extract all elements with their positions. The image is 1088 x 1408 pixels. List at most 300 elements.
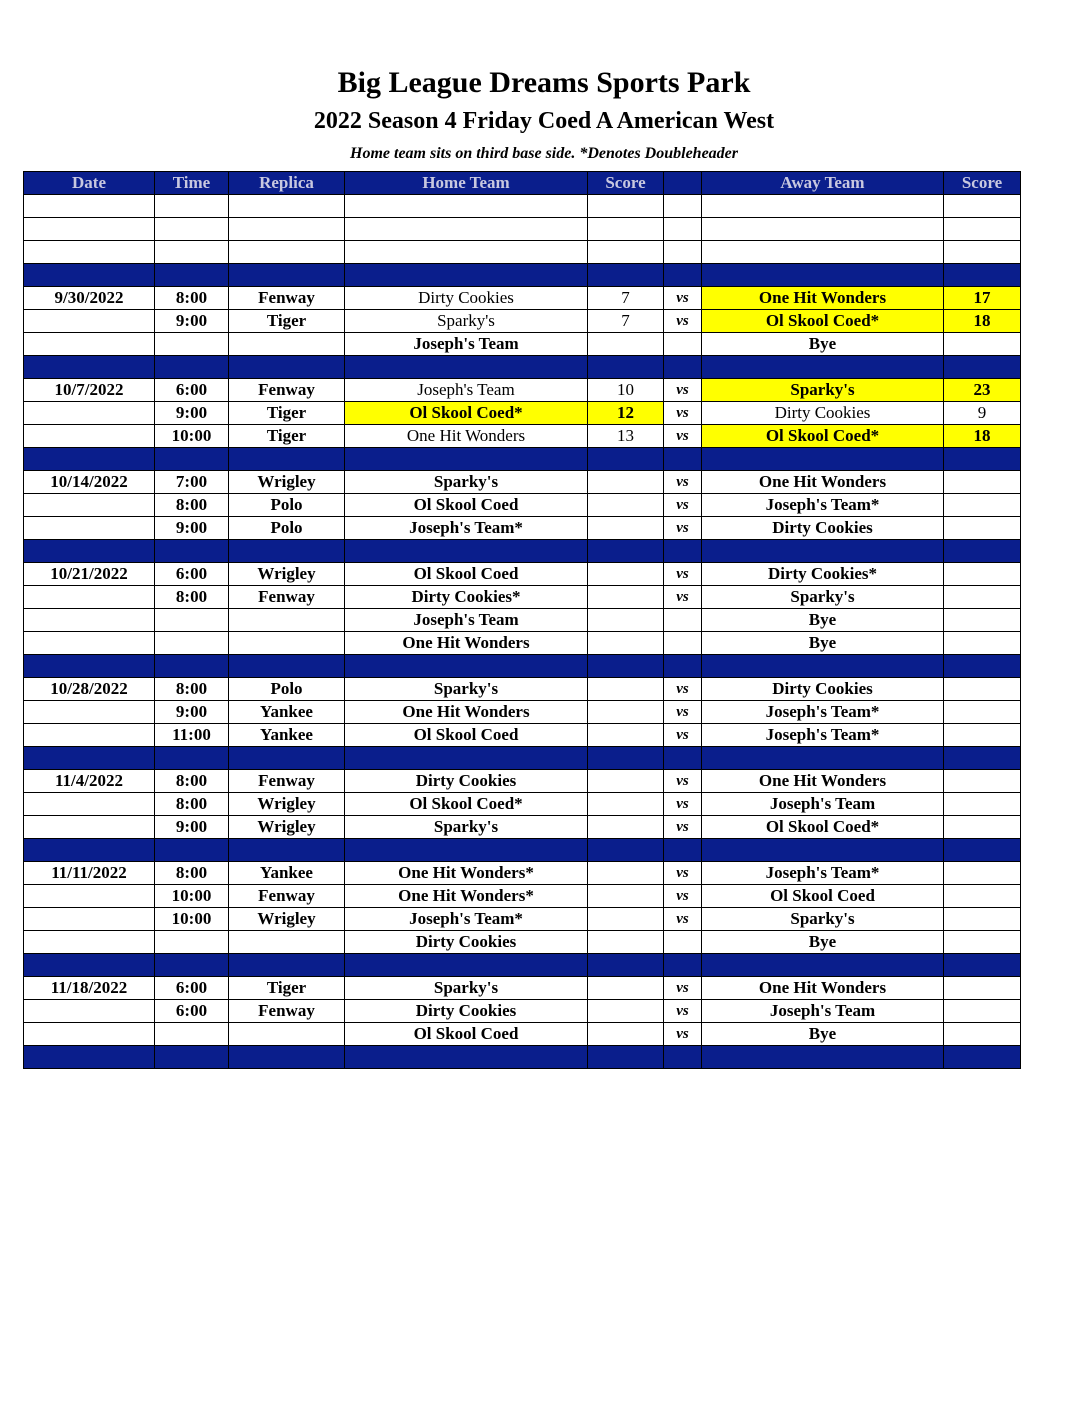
away-team-cell: Joseph's Team	[702, 793, 944, 816]
replica-cell: Fenway	[229, 1000, 345, 1023]
separator-cell	[155, 264, 229, 287]
blank-cell	[588, 241, 664, 264]
away-team-cell: Ol Skool Coed*	[702, 816, 944, 839]
game-row	[24, 1000, 1021, 1023]
vs-cell: vs	[664, 908, 702, 931]
away-score-cell	[944, 1000, 1021, 1023]
away-score-cell	[944, 632, 1021, 655]
away-score-cell	[944, 1023, 1021, 1046]
away-score-cell: 18	[944, 425, 1021, 448]
time-cell: 9:00	[155, 517, 229, 540]
separator-cell	[944, 747, 1021, 770]
blank-cell	[345, 241, 588, 264]
date-cell	[24, 1000, 155, 1023]
separator-cell	[702, 1046, 944, 1069]
date-cell	[24, 793, 155, 816]
replica-cell: Tiger	[229, 310, 345, 333]
blank-cell	[155, 218, 229, 241]
separator-cell	[229, 1046, 345, 1069]
away-team-cell: Sparky's	[702, 586, 944, 609]
home-team-cell: Joseph's Team	[345, 379, 588, 402]
game-row	[24, 931, 1021, 954]
replica-cell: Fenway	[229, 287, 345, 310]
home-team-cell: One Hit Wonders	[345, 425, 588, 448]
vs-cell: vs	[664, 402, 702, 425]
separator-cell	[24, 448, 155, 471]
vs-cell: vs	[664, 379, 702, 402]
home-score-cell	[588, 494, 664, 517]
home-team-cell: Dirty Cookies	[345, 287, 588, 310]
away-score-cell	[944, 862, 1021, 885]
away-team-cell: Sparky's	[702, 908, 944, 931]
game-row	[24, 885, 1021, 908]
time-cell	[155, 609, 229, 632]
home-team-cell: Joseph's Team*	[345, 517, 588, 540]
away-score-cell	[944, 977, 1021, 1000]
separator-cell	[345, 747, 588, 770]
away-score-cell	[944, 563, 1021, 586]
home-score-cell	[588, 816, 664, 839]
game-row	[24, 793, 1021, 816]
away-score-cell	[944, 609, 1021, 632]
separator-cell	[345, 356, 588, 379]
home-team-cell: Ol Skool Coed	[345, 1023, 588, 1046]
home-team-cell: One Hit Wonders	[345, 632, 588, 655]
separator-cell	[155, 540, 229, 563]
vs-cell: vs	[664, 586, 702, 609]
col-away-team: Away Team	[702, 172, 944, 195]
replica-cell: Tiger	[229, 402, 345, 425]
vs-cell: vs	[664, 793, 702, 816]
date-cell	[24, 609, 155, 632]
time-cell	[155, 632, 229, 655]
separator-cell	[588, 1046, 664, 1069]
home-score-cell	[588, 977, 664, 1000]
separator-cell	[702, 954, 944, 977]
separator-cell	[24, 655, 155, 678]
schedule-table	[23, 171, 1021, 1069]
blank-cell	[664, 218, 702, 241]
away-score-cell	[944, 793, 1021, 816]
separator-cell	[664, 540, 702, 563]
home-team-cell: Sparky's	[345, 816, 588, 839]
home-team-cell: Ol Skool Coed	[345, 563, 588, 586]
away-team-cell: One Hit Wonders	[702, 977, 944, 1000]
date-cell	[24, 931, 155, 954]
time-cell: 6:00	[155, 379, 229, 402]
home-team-cell: Dirty Cookies	[345, 1000, 588, 1023]
home-score-cell	[588, 586, 664, 609]
away-team-cell: Ol Skool Coed	[702, 885, 944, 908]
separator-cell	[24, 1046, 155, 1069]
away-team-cell: Joseph's Team*	[702, 724, 944, 747]
home-team-cell: One Hit Wonders*	[345, 862, 588, 885]
separator-cell	[155, 448, 229, 471]
separator-cell	[155, 747, 229, 770]
separator-cell	[24, 356, 155, 379]
game-row	[24, 1023, 1021, 1046]
replica-cell	[229, 632, 345, 655]
separator-cell	[24, 747, 155, 770]
blank-cell	[229, 241, 345, 264]
away-score-cell	[944, 770, 1021, 793]
date-cell: 10/14/2022	[24, 471, 155, 494]
separator-cell	[588, 540, 664, 563]
separator-cell	[345, 954, 588, 977]
separator-cell	[664, 747, 702, 770]
separator-cell	[664, 1046, 702, 1069]
separator-cell	[24, 540, 155, 563]
separator-cell	[588, 954, 664, 977]
date-cell	[24, 908, 155, 931]
separator-cell	[229, 954, 345, 977]
separator-cell	[345, 264, 588, 287]
header-row	[24, 172, 1021, 195]
blank-row	[24, 241, 1021, 264]
away-team-cell: Dirty Cookies	[702, 517, 944, 540]
time-cell: 9:00	[155, 701, 229, 724]
game-row	[24, 471, 1021, 494]
home-team-cell: Sparky's	[345, 310, 588, 333]
date-cell	[24, 586, 155, 609]
vs-cell: vs	[664, 517, 702, 540]
separator-cell	[944, 839, 1021, 862]
separator-cell	[944, 1046, 1021, 1069]
week-separator-row	[24, 655, 1021, 678]
replica-cell: Tiger	[229, 425, 345, 448]
time-cell	[155, 1023, 229, 1046]
date-cell: 11/4/2022	[24, 770, 155, 793]
col-date: Date	[24, 172, 155, 195]
home-score-cell	[588, 678, 664, 701]
blank-cell	[24, 241, 155, 264]
home-score-cell: 10	[588, 379, 664, 402]
blank-cell	[229, 195, 345, 218]
game-row	[24, 816, 1021, 839]
separator-cell	[345, 540, 588, 563]
schedule-body	[24, 195, 1021, 1069]
blank-cell	[345, 218, 588, 241]
away-score-cell: 23	[944, 379, 1021, 402]
separator-cell	[944, 356, 1021, 379]
time-cell: 6:00	[155, 977, 229, 1000]
home-team-cell: One Hit Wonders	[345, 701, 588, 724]
home-team-cell: Sparky's	[345, 977, 588, 1000]
time-cell: 8:00	[155, 862, 229, 885]
date-cell	[24, 816, 155, 839]
home-team-cell: Ol Skool Coed*	[345, 402, 588, 425]
blank-cell	[702, 241, 944, 264]
away-team-cell: Dirty Cookies	[702, 678, 944, 701]
game-row	[24, 494, 1021, 517]
replica-cell: Yankee	[229, 724, 345, 747]
home-team-cell: Joseph's Team	[345, 333, 588, 356]
week-separator-row	[24, 839, 1021, 862]
away-score-cell: 17	[944, 287, 1021, 310]
date-cell: 10/7/2022	[24, 379, 155, 402]
separator-cell	[155, 839, 229, 862]
separator-cell	[345, 655, 588, 678]
blank-row	[24, 195, 1021, 218]
week-separator-row	[24, 264, 1021, 287]
home-score-cell	[588, 724, 664, 747]
blank-cell	[155, 195, 229, 218]
away-team-cell: Dirty Cookies	[702, 402, 944, 425]
week-separator-row	[24, 747, 1021, 770]
game-row	[24, 379, 1021, 402]
separator-cell	[229, 747, 345, 770]
separator-cell	[155, 356, 229, 379]
week-separator-row	[24, 356, 1021, 379]
replica-cell: Polo	[229, 678, 345, 701]
blank-cell	[702, 195, 944, 218]
away-team-cell: Joseph's Team	[702, 1000, 944, 1023]
game-row	[24, 517, 1021, 540]
home-team-cell: Joseph's Team*	[345, 908, 588, 931]
date-cell	[24, 1023, 155, 1046]
home-score-cell	[588, 793, 664, 816]
away-score-cell: 18	[944, 310, 1021, 333]
vs-cell: vs	[664, 862, 702, 885]
home-score-cell	[588, 908, 664, 931]
vs-cell: vs	[664, 287, 702, 310]
away-score-cell	[944, 517, 1021, 540]
away-score-cell	[944, 678, 1021, 701]
col-home-team: Home Team	[345, 172, 588, 195]
away-team-cell: Joseph's Team*	[702, 701, 944, 724]
away-score-cell	[944, 908, 1021, 931]
away-score-cell	[944, 471, 1021, 494]
time-cell: 9:00	[155, 310, 229, 333]
away-score-cell	[944, 931, 1021, 954]
separator-cell	[155, 1046, 229, 1069]
away-team-cell: Sparky's	[702, 379, 944, 402]
vs-cell: vs	[664, 425, 702, 448]
blank-cell	[588, 218, 664, 241]
time-cell: 7:00	[155, 471, 229, 494]
date-cell	[24, 632, 155, 655]
home-team-cell: Ol Skool Coed	[345, 724, 588, 747]
schedule-note: Home team sits on third base side. *Denotes Doubleheader	[350, 145, 738, 162]
page-title: Big League Dreams Sports Park	[337, 66, 751, 99]
home-score-cell	[588, 770, 664, 793]
game-row	[24, 310, 1021, 333]
home-score-cell: 12	[588, 402, 664, 425]
vs-cell: vs	[664, 701, 702, 724]
replica-cell: Wrigley	[229, 793, 345, 816]
separator-cell	[588, 839, 664, 862]
game-row	[24, 632, 1021, 655]
home-score-cell: 7	[588, 310, 664, 333]
home-score-cell	[588, 333, 664, 356]
vs-cell: vs	[664, 310, 702, 333]
home-score-cell	[588, 701, 664, 724]
separator-cell	[24, 954, 155, 977]
home-score-cell: 7	[588, 287, 664, 310]
separator-cell	[588, 747, 664, 770]
replica-cell	[229, 333, 345, 356]
home-score-cell	[588, 632, 664, 655]
time-cell: 8:00	[155, 793, 229, 816]
away-team-cell: One Hit Wonders	[702, 287, 944, 310]
separator-cell	[944, 954, 1021, 977]
away-team-cell: Bye	[702, 1023, 944, 1046]
week-separator-row	[24, 1046, 1021, 1069]
away-team-cell: One Hit Wonders	[702, 471, 944, 494]
away-team-cell: One Hit Wonders	[702, 770, 944, 793]
separator-cell	[664, 839, 702, 862]
separator-cell	[702, 839, 944, 862]
away-team-cell: Ol Skool Coed*	[702, 425, 944, 448]
home-score-cell	[588, 517, 664, 540]
game-row	[24, 701, 1021, 724]
away-team-cell: Dirty Cookies*	[702, 563, 944, 586]
vs-cell	[664, 609, 702, 632]
separator-cell	[155, 954, 229, 977]
vs-cell: vs	[664, 770, 702, 793]
replica-cell: Polo	[229, 517, 345, 540]
replica-cell	[229, 609, 345, 632]
vs-cell: vs	[664, 471, 702, 494]
blank-row	[24, 218, 1021, 241]
time-cell: 8:00	[155, 287, 229, 310]
week-separator-row	[24, 540, 1021, 563]
separator-cell	[229, 655, 345, 678]
separator-cell	[229, 839, 345, 862]
date-cell: 11/11/2022	[24, 862, 155, 885]
home-score-cell	[588, 609, 664, 632]
separator-cell	[702, 264, 944, 287]
date-cell	[24, 333, 155, 356]
time-cell: 6:00	[155, 1000, 229, 1023]
blank-cell	[155, 241, 229, 264]
separator-cell	[588, 655, 664, 678]
separator-cell	[588, 356, 664, 379]
col-vs	[664, 172, 702, 195]
away-team-cell: Bye	[702, 931, 944, 954]
separator-cell	[702, 747, 944, 770]
game-row	[24, 333, 1021, 356]
home-team-cell: Ol Skool Coed	[345, 494, 588, 517]
home-score-cell	[588, 471, 664, 494]
replica-cell: Fenway	[229, 770, 345, 793]
away-score-cell	[944, 333, 1021, 356]
replica-cell: Yankee	[229, 862, 345, 885]
away-score-cell	[944, 494, 1021, 517]
week-separator-row	[24, 448, 1021, 471]
game-row	[24, 287, 1021, 310]
time-cell: 10:00	[155, 425, 229, 448]
date-cell	[24, 517, 155, 540]
separator-cell	[229, 264, 345, 287]
separator-cell	[944, 448, 1021, 471]
game-row	[24, 586, 1021, 609]
col-away-score: Score	[944, 172, 1021, 195]
home-score-cell	[588, 885, 664, 908]
away-score-cell	[944, 885, 1021, 908]
game-row	[24, 724, 1021, 747]
vs-cell: vs	[664, 885, 702, 908]
game-row	[24, 609, 1021, 632]
game-row	[24, 862, 1021, 885]
replica-cell: Wrigley	[229, 563, 345, 586]
vs-cell: vs	[664, 724, 702, 747]
separator-cell	[702, 655, 944, 678]
separator-cell	[588, 448, 664, 471]
col-home-score: Score	[588, 172, 664, 195]
home-team-cell: Dirty Cookies*	[345, 586, 588, 609]
replica-cell: Tiger	[229, 977, 345, 1000]
date-cell	[24, 701, 155, 724]
home-score-cell: 13	[588, 425, 664, 448]
separator-cell	[229, 356, 345, 379]
separator-cell	[345, 448, 588, 471]
date-cell	[24, 425, 155, 448]
vs-cell: vs	[664, 563, 702, 586]
blank-cell	[702, 218, 944, 241]
blank-cell	[664, 241, 702, 264]
date-cell	[24, 885, 155, 908]
time-cell: 11:00	[155, 724, 229, 747]
home-score-cell	[588, 1023, 664, 1046]
vs-cell: vs	[664, 1000, 702, 1023]
separator-cell	[664, 655, 702, 678]
blank-cell	[345, 195, 588, 218]
separator-cell	[944, 655, 1021, 678]
away-team-cell: Joseph's Team*	[702, 494, 944, 517]
vs-cell	[664, 632, 702, 655]
time-cell	[155, 931, 229, 954]
away-score-cell: 9	[944, 402, 1021, 425]
vs-cell	[664, 333, 702, 356]
time-cell: 6:00	[155, 563, 229, 586]
date-cell: 10/28/2022	[24, 678, 155, 701]
game-row	[24, 977, 1021, 1000]
vs-cell: vs	[664, 816, 702, 839]
replica-cell	[229, 1023, 345, 1046]
replica-cell: Polo	[229, 494, 345, 517]
week-separator-row	[24, 954, 1021, 977]
game-row	[24, 563, 1021, 586]
separator-cell	[702, 540, 944, 563]
col-time: Time	[155, 172, 229, 195]
time-cell	[155, 333, 229, 356]
separator-cell	[664, 356, 702, 379]
home-team-cell: Dirty Cookies	[345, 931, 588, 954]
away-team-cell: Bye	[702, 632, 944, 655]
separator-cell	[345, 839, 588, 862]
separator-cell	[155, 655, 229, 678]
vs-cell: vs	[664, 678, 702, 701]
blank-cell	[588, 195, 664, 218]
away-score-cell	[944, 816, 1021, 839]
away-score-cell	[944, 701, 1021, 724]
separator-cell	[229, 540, 345, 563]
away-team-cell: Ol Skool Coed*	[702, 310, 944, 333]
game-row	[24, 402, 1021, 425]
page-subtitle: 2022 Season 4 Friday Coed A American West	[313, 108, 775, 134]
col-replica: Replica	[229, 172, 345, 195]
separator-cell	[702, 448, 944, 471]
date-cell	[24, 310, 155, 333]
game-row	[24, 425, 1021, 448]
home-team-cell: Ol Skool Coed*	[345, 793, 588, 816]
blank-cell	[944, 195, 1021, 218]
away-team-cell: Joseph's Team*	[702, 862, 944, 885]
away-score-cell	[944, 586, 1021, 609]
date-cell	[24, 402, 155, 425]
home-team-cell: Sparky's	[345, 678, 588, 701]
